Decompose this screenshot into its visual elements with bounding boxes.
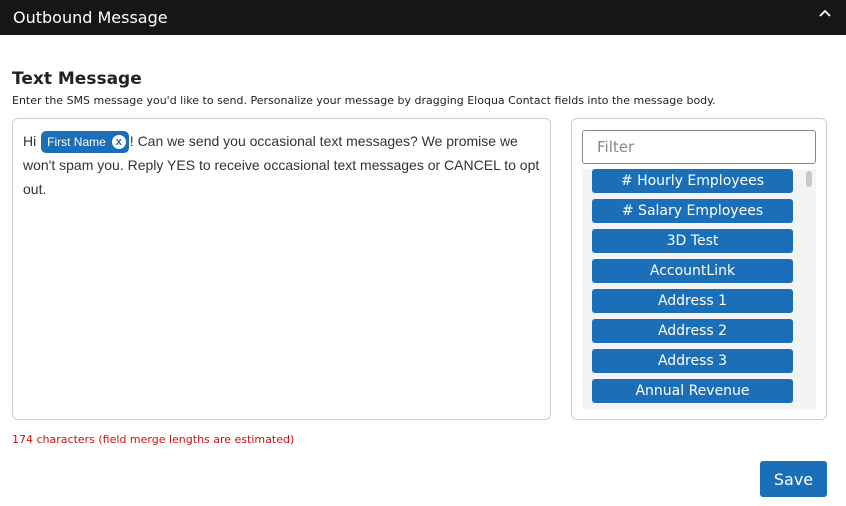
contact-field-item[interactable]: Annual Revenue xyxy=(592,379,793,403)
contact-fields-panel xyxy=(571,118,827,420)
save-button[interactable]: Save xyxy=(760,461,827,497)
field-list-scrollbar[interactable] xyxy=(803,169,816,409)
filter-input[interactable] xyxy=(582,130,816,164)
panel-title: Outbound Message xyxy=(13,8,168,27)
section-description: Enter the SMS message you'd like to send. Personalize your message by dragging Eloqua Contact fields into the message body. xyxy=(12,94,716,107)
contact-field-list[interactable] xyxy=(582,169,816,409)
contact-field-items xyxy=(592,169,793,409)
contact-field-item[interactable]: 3D Test xyxy=(592,229,793,253)
message-text-body: ! Can we send you occasional text messages? We promise we won't spam you. Reply YES to receive occasional text messages or CANCEL to opt out. xyxy=(23,133,540,198)
section-title: Text Message xyxy=(12,69,142,89)
remove-token-icon[interactable]: x xyxy=(112,135,126,149)
contact-field-item[interactable]: # Salary Employees xyxy=(592,199,793,223)
contact-field-item[interactable]: Address 3 xyxy=(592,349,793,373)
character-count: 174 characters (field merge lengths are estimated) xyxy=(12,433,295,446)
panel-header xyxy=(0,0,846,35)
contact-field-item[interactable]: Address 2 xyxy=(592,319,793,343)
field-list-scroll-thumb[interactable] xyxy=(806,171,812,187)
message-body-editor[interactable] xyxy=(12,118,551,420)
merge-field-token-label: First Name xyxy=(47,135,106,150)
message-text-prefix: Hi xyxy=(23,133,41,149)
chevron-up-icon[interactable] xyxy=(818,6,832,20)
contact-field-item[interactable]: Address 1 xyxy=(592,289,793,313)
contact-field-item[interactable]: # Hourly Employees xyxy=(592,169,793,193)
merge-field-token-first-name[interactable] xyxy=(41,131,129,153)
contact-field-item[interactable]: AccountLink xyxy=(592,259,793,283)
